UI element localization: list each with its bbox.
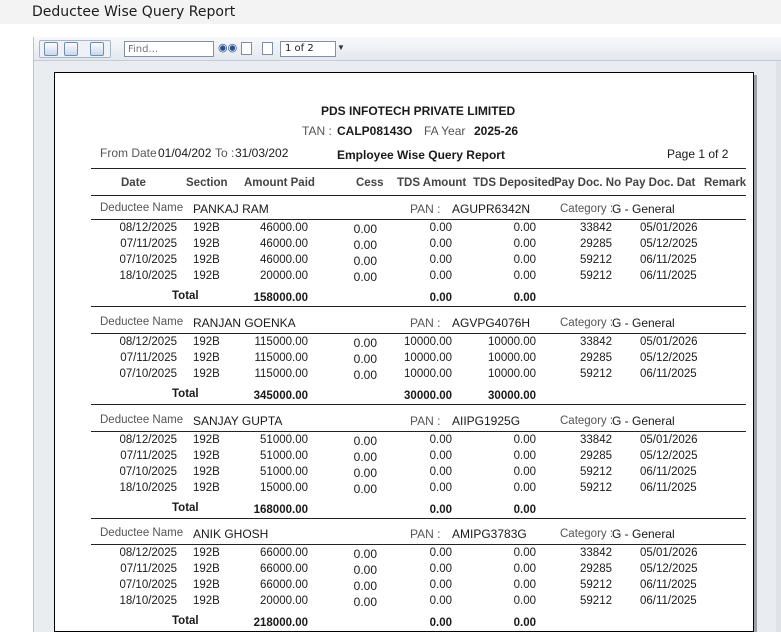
report-page — [54, 72, 754, 632]
row-pay-doc-no: 59212 — [580, 254, 612, 266]
page-selector[interactable]: 1 of 2 — [280, 41, 336, 57]
category-value: G - General — [612, 527, 675, 541]
from-date-value: 01/04/202 — [158, 146, 212, 160]
window-titlebar — [0, 0, 781, 24]
row-date: 18/10/2025 — [119, 595, 177, 607]
row-tds-amount: 0.00 — [429, 434, 452, 446]
to-date-label: To : — [215, 146, 235, 160]
to-date-value: 31/03/202 — [235, 146, 289, 160]
row-date: 07/10/2025 — [119, 579, 177, 591]
row-tds-amount: 0.00 — [429, 222, 452, 234]
export-icon[interactable] — [90, 42, 104, 56]
row-pay-doc-date: 05/12/2025 — [640, 238, 698, 250]
row-tds-amount: 0.00 — [429, 547, 452, 559]
table-row — [55, 466, 754, 482]
row-amount-paid: 15000.00 — [260, 482, 308, 494]
pan-label: PAN : — [410, 527, 441, 541]
total-tds-deposited: 0.00 — [513, 617, 536, 629]
fa-year-value: 2025-26 — [474, 124, 519, 138]
row-pay-doc-no: 29285 — [580, 238, 612, 250]
row-amount-paid: 115000.00 — [254, 368, 308, 380]
row-tds-amount: 0.00 — [429, 238, 452, 250]
total-label: Total — [172, 615, 199, 627]
row-amount-paid: 115000.00 — [254, 352, 308, 364]
col-header-cess: Cess — [356, 177, 384, 189]
table-row — [55, 563, 754, 579]
row-pay-doc-date: 05/12/2025 — [640, 352, 698, 364]
total-tds-deposited: 30000.00 — [488, 390, 536, 402]
row-pay-doc-date: 06/11/2025 — [640, 254, 697, 266]
pan-label: PAN : — [410, 202, 441, 216]
row-section: 192B — [193, 547, 220, 559]
row-section: 192B — [193, 466, 220, 478]
row-pay-doc-date: 05/01/2026 — [640, 222, 698, 234]
chevron-down-icon[interactable]: ▼ — [337, 43, 345, 52]
company-name: PDS INFOTECH PRIVATE LIMITED — [321, 104, 516, 118]
row-tds-amount: 0.00 — [429, 482, 452, 494]
row-pay-doc-date: 05/12/2025 — [640, 563, 698, 575]
row-amount-paid: 51000.00 — [260, 434, 308, 446]
total-tds-amount: 0.00 — [429, 292, 452, 304]
col-header-remark: Remark — [704, 177, 747, 189]
row-pay-doc-date: 06/11/2025 — [640, 368, 697, 380]
total-tds-amount: 0.00 — [429, 504, 452, 516]
row-section: 192B — [193, 595, 220, 607]
row-tds-amount: 0.00 — [429, 450, 452, 462]
print-icon[interactable] — [44, 42, 58, 56]
row-pay-doc-no: 33842 — [580, 434, 612, 446]
col-header-section: Section — [186, 177, 228, 189]
col-header-pay-doc-no: Pay Doc. No — [554, 177, 622, 189]
binoculars-icon[interactable]: ◉◉ — [218, 42, 238, 54]
row-tds-amount: 0.00 — [429, 579, 452, 591]
deductee-rule — [91, 544, 746, 545]
row-cess: 0.00 — [353, 434, 377, 448]
row-pay-doc-no: 29285 — [580, 352, 612, 364]
row-tds-deposited: 0.00 — [513, 595, 536, 607]
row-date: 07/11/2025 — [120, 238, 177, 250]
row-pay-doc-date: 06/11/2025 — [640, 270, 697, 282]
table-row — [55, 254, 754, 270]
category-value: G - General — [612, 316, 675, 330]
total-tds-deposited: 0.00 — [513, 292, 536, 304]
row-amount-paid: 46000.00 — [260, 238, 308, 250]
window-title: Deductee Wise Query Report — [32, 4, 236, 20]
row-tds-deposited: 0.00 — [513, 238, 536, 250]
table-row — [55, 595, 754, 611]
row-cess: 0.00 — [353, 595, 377, 609]
row-pay-doc-no: 59212 — [580, 368, 612, 380]
row-tds-deposited: 0.00 — [513, 270, 536, 282]
row-tds-deposited: 10000.00 — [488, 368, 536, 380]
row-pay-doc-no: 33842 — [580, 336, 612, 348]
row-cess: 0.00 — [353, 352, 377, 366]
row-tds-deposited: 0.00 — [513, 547, 536, 559]
row-date: 08/12/2025 — [119, 547, 177, 559]
deductee-name-label: Deductee Name — [100, 527, 184, 539]
row-amount-paid: 46000.00 — [260, 222, 308, 234]
row-date: 07/10/2025 — [119, 368, 177, 380]
row-cess: 0.00 — [353, 238, 377, 252]
row-cess: 0.00 — [353, 254, 377, 268]
row-amount-paid: 66000.00 — [260, 579, 308, 591]
header-bottom-rule — [91, 195, 746, 196]
table-row — [55, 368, 754, 384]
row-section: 192B — [193, 238, 220, 250]
category-value: G - General — [612, 414, 675, 428]
row-date: 08/12/2025 — [119, 222, 177, 234]
row-section: 192B — [193, 336, 220, 348]
row-section: 192B — [193, 482, 220, 494]
row-pay-doc-no: 59212 — [580, 482, 612, 494]
total-tds-amount: 30000.00 — [404, 390, 452, 402]
row-date: 18/10/2025 — [119, 482, 177, 494]
row-tds-deposited: 0.00 — [513, 222, 536, 234]
deductee-name: SANJAY GUPTA — [193, 414, 283, 428]
vertical-scrollbar[interactable] — [776, 61, 781, 632]
pan-value: AGVPG4076H — [452, 316, 531, 330]
category-label: Category : — [560, 415, 614, 427]
pan-value: AGUPR6342N — [452, 202, 531, 216]
row-pay-doc-no: 33842 — [580, 222, 612, 234]
row-tds-amount: 10000.00 — [404, 352, 452, 364]
total-label: Total — [172, 502, 199, 514]
from-date-label: From Date — [100, 146, 157, 160]
row-tds-deposited: 0.00 — [513, 466, 536, 478]
row-tds-amount: 0.00 — [429, 466, 452, 478]
row-cess: 0.00 — [353, 563, 377, 577]
row-pay-doc-no: 29285 — [580, 450, 612, 462]
row-tds-amount: 0.00 — [429, 270, 452, 282]
row-tds-deposited: 0.00 — [513, 254, 536, 266]
total-tds-amount: 0.00 — [429, 617, 452, 629]
total-amount-paid: 218000.00 — [253, 617, 308, 629]
row-amount-paid: 66000.00 — [260, 547, 308, 559]
page-setup-icon[interactable] — [241, 42, 252, 55]
row-pay-doc-date: 05/01/2026 — [640, 547, 698, 559]
row-amount-paid: 66000.00 — [260, 563, 308, 575]
refresh-icon[interactable] — [64, 42, 78, 56]
deductee-name: ANIK GHOSH — [193, 527, 269, 541]
row-tds-deposited: 0.00 — [513, 482, 536, 494]
row-tds-amount: 0.00 — [429, 563, 452, 575]
row-cess: 0.00 — [353, 336, 377, 350]
row-pay-doc-no: 59212 — [580, 595, 612, 607]
row-cess: 0.00 — [353, 270, 377, 284]
pan-value: AIIPG1925G — [452, 414, 521, 428]
row-date: 18/10/2025 — [119, 270, 177, 282]
pan-value: AMIPG3783G — [452, 527, 527, 541]
table-row — [55, 352, 754, 368]
row-pay-doc-date: 05/01/2026 — [640, 336, 698, 348]
row-section: 192B — [193, 270, 220, 282]
row-section: 192B — [193, 352, 220, 364]
col-header-pay-doc-date: Pay Doc. Dat — [625, 177, 696, 189]
table-row — [55, 547, 754, 563]
viewer-toolbar — [34, 37, 781, 61]
total-label: Total — [172, 290, 199, 302]
deductee-rule — [91, 431, 746, 432]
total-amount-paid: 158000.00 — [253, 292, 308, 304]
row-tds-deposited: 0.00 — [513, 563, 536, 575]
row-pay-doc-no: 33842 — [580, 547, 612, 559]
table-row — [55, 238, 754, 254]
row-section: 192B — [193, 222, 220, 234]
total-amount-paid: 345000.00 — [253, 390, 308, 402]
row-pay-doc-no: 59212 — [580, 466, 612, 478]
row-pay-doc-date: 06/11/2025 — [640, 466, 697, 478]
col-header-tds-amount: TDS Amount — [397, 177, 467, 189]
row-amount-paid: 51000.00 — [260, 450, 308, 462]
row-section: 192B — [193, 450, 220, 462]
row-cess: 0.00 — [353, 579, 377, 593]
category-value: G - General — [612, 202, 675, 216]
report-title: Employee Wise Query Report — [337, 148, 505, 162]
table-row — [55, 482, 754, 498]
pan-label: PAN : — [410, 316, 441, 330]
section-end-rule — [91, 404, 746, 405]
find-input[interactable] — [124, 41, 214, 57]
row-amount-paid: 46000.00 — [260, 254, 308, 266]
category-label: Category : — [560, 528, 614, 540]
row-amount-paid: 20000.00 — [260, 595, 308, 607]
table-row — [55, 270, 754, 286]
row-pay-doc-date: 06/11/2025 — [640, 579, 697, 591]
tan-value: CALP08143O — [337, 124, 413, 138]
total-label: Total — [172, 388, 199, 400]
toolbar-button-group — [39, 40, 111, 58]
total-amount-paid: 168000.00 — [253, 504, 308, 516]
row-amount-paid: 20000.00 — [260, 270, 308, 282]
col-header-tds-deposited: TDS Deposited — [473, 177, 555, 189]
row-tds-deposited: 0.00 — [513, 434, 536, 446]
deductee-name: RANJAN GOENKA — [193, 316, 296, 330]
row-tds-deposited: 10000.00 — [488, 352, 536, 364]
row-section: 192B — [193, 368, 220, 380]
row-date: 07/11/2025 — [120, 450, 177, 462]
row-cess: 0.00 — [353, 482, 377, 496]
tan-label: TAN : — [302, 124, 332, 138]
page-view-icon[interactable] — [262, 42, 273, 55]
row-date: 07/11/2025 — [120, 563, 177, 575]
row-cess: 0.00 — [353, 547, 377, 561]
row-pay-doc-no: 59212 — [580, 270, 612, 282]
row-amount-paid: 51000.00 — [260, 466, 308, 478]
table-row — [55, 434, 754, 450]
row-tds-amount: 0.00 — [429, 595, 452, 607]
row-section: 192B — [193, 254, 220, 266]
deductee-rule — [91, 219, 746, 220]
row-tds-amount: 0.00 — [429, 254, 452, 266]
row-cess: 0.00 — [353, 466, 377, 480]
row-date: 07/10/2025 — [119, 254, 177, 266]
row-cess: 0.00 — [353, 222, 377, 236]
pan-label: PAN : — [410, 414, 441, 428]
table-row — [55, 336, 754, 352]
category-label: Category : — [560, 317, 614, 329]
row-tds-amount: 10000.00 — [404, 336, 452, 348]
deductee-name: PANKAJ RAM — [193, 202, 269, 216]
page-indicator: Page 1 of 2 — [667, 147, 729, 161]
row-tds-deposited: 10000.00 — [488, 336, 536, 348]
row-date: 08/12/2025 — [119, 336, 177, 348]
header-top-rule — [91, 168, 746, 169]
row-section: 192B — [193, 434, 220, 446]
col-header-amount-paid: Amount Paid — [244, 177, 315, 189]
row-section: 192B — [193, 563, 220, 575]
row-amount-paid: 115000.00 — [254, 336, 308, 348]
row-tds-deposited: 0.00 — [513, 579, 536, 591]
table-row — [55, 450, 754, 466]
row-pay-doc-no: 29285 — [580, 563, 612, 575]
row-pay-doc-no: 59212 — [580, 579, 612, 591]
row-tds-amount: 10000.00 — [404, 368, 452, 380]
section-end-rule — [91, 518, 746, 519]
deductee-rule — [91, 333, 746, 334]
row-pay-doc-date: 06/11/2025 — [640, 595, 697, 607]
report-viewer — [33, 37, 781, 632]
row-cess: 0.00 — [353, 450, 377, 464]
row-tds-deposited: 0.00 — [513, 450, 536, 462]
deductee-name-label: Deductee Name — [100, 202, 184, 214]
row-date: 07/10/2025 — [119, 466, 177, 478]
table-row — [55, 579, 754, 595]
table-row — [55, 222, 754, 238]
deductee-name-label: Deductee Name — [100, 316, 184, 328]
row-section: 192B — [193, 579, 220, 591]
row-cess: 0.00 — [353, 368, 377, 382]
row-pay-doc-date: 05/12/2025 — [640, 450, 698, 462]
col-header-date: Date — [121, 177, 146, 189]
category-label: Category : — [560, 203, 614, 215]
total-tds-deposited: 0.00 — [513, 504, 536, 516]
row-date: 07/11/2025 — [120, 352, 177, 364]
deductee-name-label: Deductee Name — [100, 414, 184, 426]
fa-year-label: FA Year — [424, 124, 466, 138]
row-pay-doc-date: 05/01/2026 — [640, 434, 698, 446]
section-end-rule — [91, 306, 746, 307]
row-pay-doc-date: 06/11/2025 — [640, 482, 697, 494]
row-date: 08/12/2025 — [119, 434, 177, 446]
